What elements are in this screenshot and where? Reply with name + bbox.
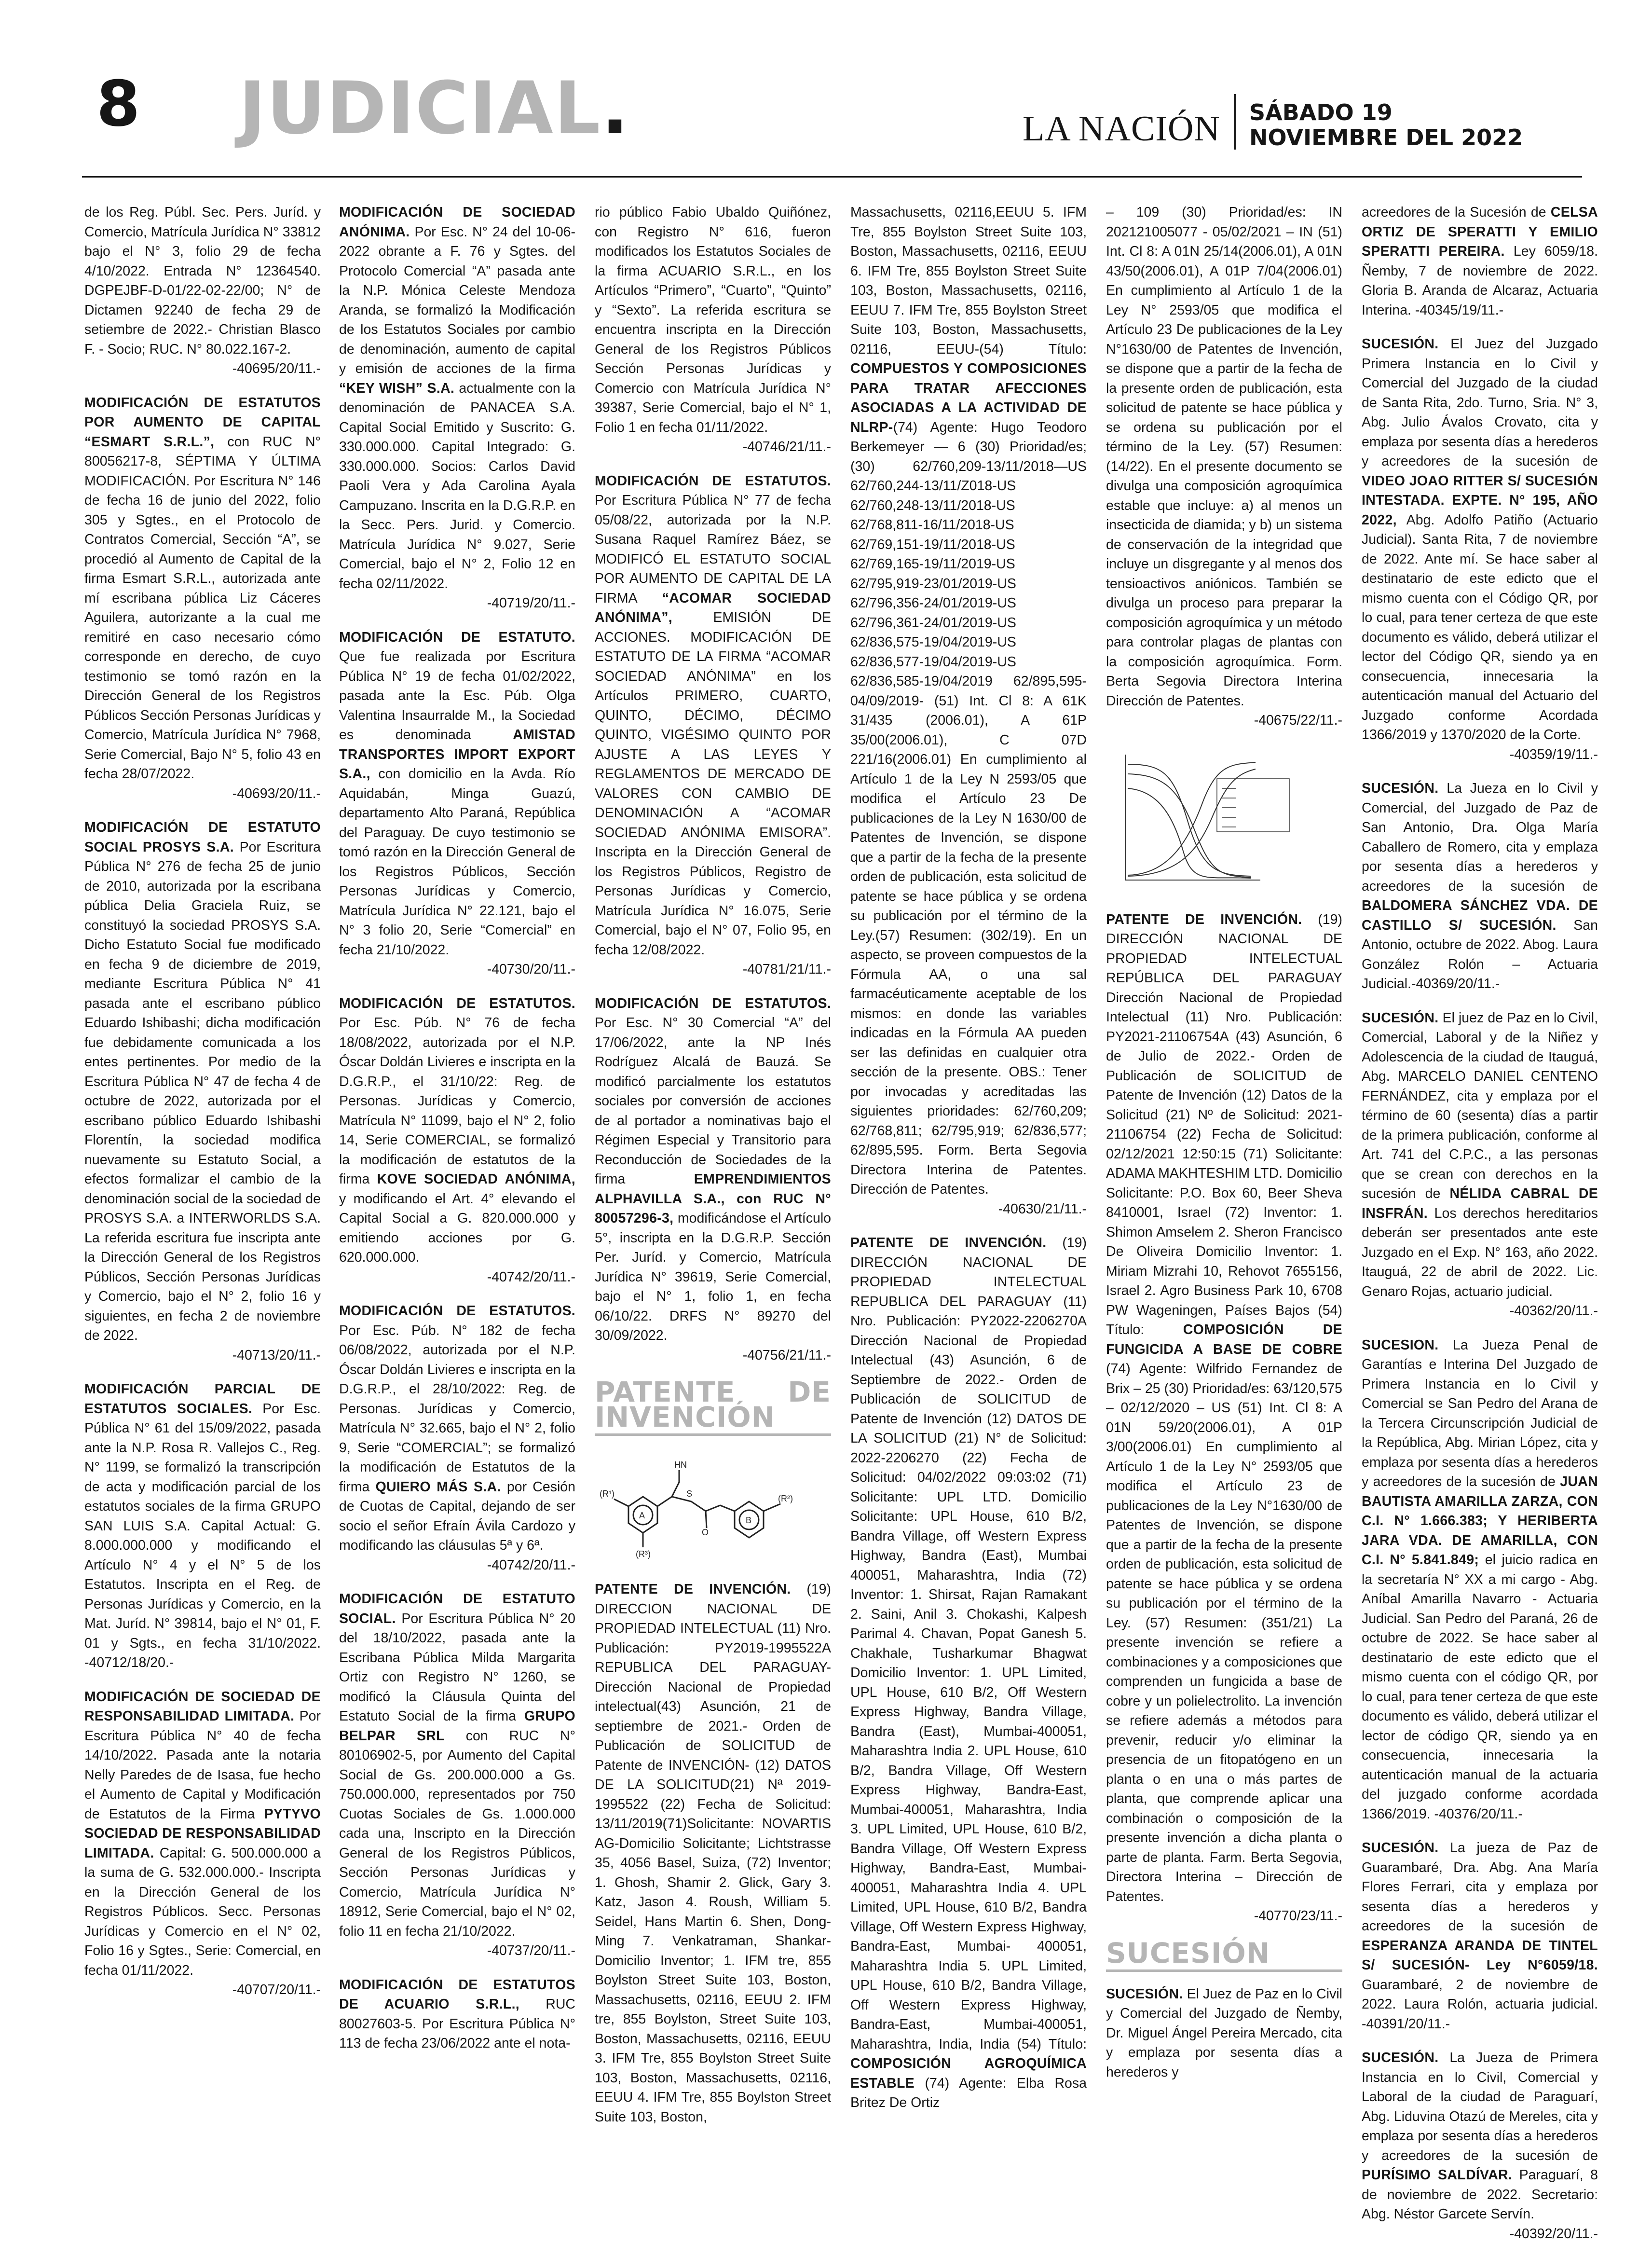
notice-ref: -40392/20/11.- — [1509, 2226, 1598, 2242]
notice-text: acreedores de la Sucesión de — [1362, 205, 1546, 220]
notice — [339, 203, 575, 613]
column-4 — [850, 203, 1087, 2127]
page-number: 8 — [96, 67, 140, 140]
notice-text: y modificando el Art. 4° elevando el Capital Social a G. 820.000.000 y emitiendo acciones por G. 620.000.000. — [339, 1191, 575, 1265]
notice — [1362, 1008, 1598, 1321]
notice-title: MODIFICACIÓN DE ESTATUTO. — [339, 629, 575, 645]
graph-curve — [1128, 764, 1251, 876]
notice-title: MODIFICACIÓN DE ESTATUTOS DE ACUARIO S.R.L., — [339, 1977, 575, 2012]
notice — [1106, 1984, 1342, 2082]
notice-title: SUCESION. — [1362, 1337, 1439, 1353]
bond — [764, 1504, 780, 1511]
notice-title: SUCESIÓN. — [1106, 1986, 1183, 2002]
notice-title: MODIFICACIÓN DE ESTATUTOS. — [339, 1303, 575, 1319]
notice-text: Los derechos hereditarios deberán ser presentados ante este Juzgado en el Exp. N° 163, año 2022. Itauguá, 22 de abril de 2022. Lic. Genaro Rojas, actuario judicial. — [1362, 1205, 1598, 1299]
notice-title: MODIFICACIÓN DE ESTATUTOS. — [339, 995, 575, 1011]
notice — [595, 994, 831, 1365]
label-hn: HN — [674, 1460, 687, 1470]
notice — [850, 203, 1087, 1219]
notice-text: con RUC N° 80106902-5, por Aumento del Capital Social de Gs. 200.000.000 a Gs. 750.000.000, representados por 750 Cuotas Sociales de Gs. 1.000.000 cada una, Inscripto en la Dirección General de los Registros Públicos, Sección Personas Jurídicas y Comercio, Matrícula Jurídica N° 18912, Serie Comercial, bajo el N° 02, folio 11 en fecha 21/10/2022. — [339, 1728, 576, 1939]
notice-ref: -40675/22/11.- — [1254, 713, 1342, 728]
notice — [339, 1975, 575, 2053]
band-bar — [595, 1433, 831, 1436]
notice — [1106, 910, 1342, 1926]
notice-text: rio público Fabio Ubaldo Quiñónez, con Registro N° 616, fueron modificados los Estatutos Sociales de la firma ACUARIO S.R.L., en los Artículos “Primero”, “Cuarto”, “Quinto” y “Sexto”. La referida escritura se encuentra inscripta en la Dirección General de los Registros Públicos Sección Personas Jurídicas y Comercio con Matrícula Jurídica N° 39387, Serie Comercial, bajo el N° 1, Folio 1 en fecha 01/11/2022. — [595, 205, 831, 435]
label-a: A — [639, 1511, 645, 1520]
band-title: PATENTE DE INVENCIÓN — [595, 1376, 831, 1433]
notice-title: MODIFICACIÓN DE SOCIEDAD ANÓNIMA. — [339, 205, 575, 240]
notice-text: Por Esc. Púb. N° 182 de fecha 06/08/2022, autorizada por el N.P. Óscar Doldán Livieres e inscripta en la D.G.R.P., el 28/10/2022: Reg. de Personas. Jurídicas y Comercio, Matrícula N° 32.665, bajo el N° 2, folio 9, Serie “COMERCIAL”; se formalizó la modificación de Estatutos de la firma — [339, 1322, 575, 1495]
notice-title: SUCESIÓN. — [1362, 781, 1439, 796]
section-band-patente — [595, 1376, 831, 1436]
graph-curve — [1128, 762, 1256, 875]
notice-title: SUCESIÓN. — [1362, 1840, 1439, 1856]
issue-date-month: NOVIEMBRE DEL 2022 — [1249, 124, 1523, 151]
notice-text: el juicio radica en la secretaría N° XX a mi cargo - Abg. Aníbal Amarilla Navarro - Actuaria Judicial. San Pedro del Paraná, 26 de octubre de 2022. Se hace saber al destinatario de este edicto que el mismo cuenta con el código QR, por lo cual, para tener certeza de que este documento es válido, deberá utilizar el lector de código QR, siendo ya en consecuencia, innecesaria la autenticación manual de la actuaria del juzgado conforme acordada 1366/2019. -40376/20/11.- — [1362, 1552, 1598, 1822]
notice-text: (74) Agente: Hugo Teodoro Berkemeyer — 6 (30) Prioridad/es;(30) 62/760,209-13/11/2018—US 62/760,244-13/11/Z018-US 62/760,248-13/11/2018-US 62/768,811-16/11/2018-US 62/769,151-19/11/2018-US 62/769,165-19/11/2019-US 62/795,919-23/01/2019-US 62/796,356-24/01/2019-US 62/796,361-24/01/2019-US 62/836,575-19/04/2019-US 62/836,577-19/04/2019-US 62/836,585-19/04/2019 62/895,595-04/09/2019- (51) Int. Cl 8: A 61K 31/435 (2006.01), A 61P 35/00(2006.01), C 07D 221/16(2006.01) En cumplimiento al Artículo 1 de la Ley N 2593/05 que modifica el Artículo 23 De publicaciones de la Ley N 1630/00 de Patentes de Invención, se dispone que a partir de la fecha de la presente orden de publicación, esta solicitud de patente se hace pública y se ordena su publicación por el término de la Ley.(57) Resumen: (302/19). En un aspecto, se proveen compuestos de la Fórmula AA, o una sal farmacéuticamente aceptable de los mismos: en donde las variables indicadas en la Fórmula AA pueden ser las definidas en cualquier otra sección de la presente. OBS.: Tener por invocadas y acreditadas las siguientes prioridades: 62/760,209; 62/768,811; 62/795,919; 62/836,577; 62/895,595. Form. Berta Segovia Directora Interina de Patentes. Dirección de Patentes. — [850, 419, 1087, 1197]
notice-bold: COMPUESTOS Y COMPOSICIONES PARA TRATAR AFECCIONES ASOCIADAS A LA ACTIVIDAD DE NLRP- — [850, 361, 1087, 435]
notice-text: Por Escritura Pública N° 20 del 18/10/2022, pasada ante la Escribana Pública Milda Margarita Ortiz con Registro N° 1260, se modificó la Cláusula Quinta del Estatuto Social de la firma — [339, 1611, 575, 1724]
notice — [339, 1301, 575, 1575]
notice-ref: -40719/20/11.- — [487, 595, 575, 611]
notice-ref: -40742/20/11.- — [487, 1557, 575, 1573]
notice-text: El juez de Paz en lo Civil, Comercial, Laboral y de la Niñez y Adolescencia de la ciudad de Itauguá, Abg. MARCELO DANIEL CENTENO FERNÁNDEZ, cita y emplaza por el término de 60 (sesenta) días a partir de la primera publicación, conforme al Art. 741 del C.P.C., a las personas que se crean con derechos en la sucesión de — [1362, 1010, 1598, 1201]
notice-title: MODIFICACIÓN DE ESTATUTO SOCIAL. — [339, 1591, 575, 1626]
notice-ref: -40630/21/11.- — [998, 1201, 1087, 1217]
notice-text: (74) Agente: Elba Rosa Britez De Ortiz — [850, 2075, 1087, 2110]
notice-bold: BALDOMERA SÁNCHEZ VDA. DE CASTILLO S/ SUCESIÓN. — [1362, 898, 1598, 933]
notice-title: MODIFICACIÓN DE SOCIEDAD DE RESPONSABILIDAD LIMITADA. — [84, 1689, 321, 1724]
column-5 — [1106, 203, 1342, 2096]
notice-bold: GRUPO BELPAR SRL — [339, 1708, 576, 1744]
page-header — [0, 0, 1652, 193]
bond — [614, 1499, 628, 1506]
notice-title: MODIFICACIÓN DE ESTATUTOS. — [595, 473, 831, 489]
notice-text: con domicilio en la Avda. Río Aquidabán, Minga Guazú, departamento Alto Paraná, República del Paraguay. De cuyo testimonio se tomó razón en la Dirección General de los Registros Públicos, Sección Personas Jurídicas y Comercio, Matrícula Jurídica N° 22.121, bajo el N° 3 folio 20, Serie “Comercial” en fecha 21/10/2022. — [339, 766, 576, 958]
label-o: O — [702, 1528, 709, 1537]
notice-bold: AMISTAD TRANSPORTES IMPORT EXPORT S.A., — [339, 727, 575, 782]
notice — [1362, 334, 1598, 764]
notice-title: MODIFICACIÓN PARCIAL DE ESTATUTOS SOCIALES. — [84, 1381, 321, 1417]
patent-graph-figure — [1106, 745, 1309, 899]
label-b: B — [746, 1515, 752, 1525]
notice-bold: NÉLIDA CABRAL DE INSFRÁN. — [1362, 1186, 1598, 1221]
column-3 — [595, 203, 831, 2141]
notice-title: SUCESIÓN. — [1362, 2050, 1439, 2065]
notice-ref: -40737/20/11.- — [487, 1943, 575, 1958]
section-band-sucesion — [1106, 1936, 1342, 1972]
label-r2: (R²) — [778, 1494, 793, 1503]
notice-text: RUC 80027603-5. Por Escritura Pública N° 113 de fecha 23/06/2022 ante el nota- — [339, 1996, 575, 2051]
issue-date-day: SÁBADO 19 — [1249, 99, 1393, 125]
notice-text: Ley 6059/18. Ñemby, 7 de noviembre de 2022. Gloria B. Aranda de Alcaraz, Actuaria Interina. -40345/19/11.- — [1362, 244, 1598, 318]
notice-ref: -40362/20/11.- — [1509, 1303, 1598, 1319]
notice — [595, 203, 831, 457]
notice-text: con RUC N° 80056217-8, SÉPTIMA Y ÚLTIMA MODIFICACIÓN. Por Escritura N° 146 de fecha 16 de junio del 2022, folio 305 y Sgtes., en el Protocolo de Contratos Comercial, Sección “A”, se procedió al Aumento de Capital de la firma Esmart S.R.L., autorizada ante mí escribana pública Liz Cáceres Aguilera, autorizante a la cual me remitiré en caso necesario cómo corresponde en derecho, de cuyo testimonio se tomó razón en la Dirección General de los Registros Públicos Sección Personas Jurídicas y Comercio, Matrícula Jurídica N° 7968, Serie Comercial, Bajo N° 5, folio 43 en fecha 28/07/2022. — [84, 434, 321, 782]
notice-title: SUCESIÓN. — [1362, 1010, 1439, 1026]
notice — [84, 203, 321, 379]
section-title-dot: . — [601, 67, 630, 151]
notice-text: (19) DIRECCIÓN NACIONAL DE PROPIEDAD INTELECTUAL REPUBLICA DEL PARAGUAY (11) Nro. Publicación: PY2022-2206270A Dirección Nacional de Propiedad Intelectual (43) Asunción, 6 de Septiembre de 2022.- Orden de Publicación de SOLICITUD de Patente de Invención (12) DATOS DE LA SOLICITUD (21) N° de Solicitud: 2022-2206270 (22) Fecha de Solicitud: 04/02/2022 09:03:02 (71) Solicitante: UPL LTD. Domicilio Solicitante: UPL House, 610 B/2, Bandra Village, off Western Express Highway, Bandra (East), Mumbai 400051, Maharashtra, India (72) Inventor: 1. Shirsat, Rajan Ramakant 2. Saini, Anil 3. Chokashi, Kalpesh Parimal 4. Chavan, Popat Ganesh 5. Chakhale, Tusharkumar Bhagwat Domicilio Inventor: 1. UPL Limited, UPL House, 610 B/2, Off Western Express Highway, Bandra Village, Bandra (East), Mumbai-400051, Maharashtra India 2. UPL House, 610 B/2, Bandra Village, Off Western Express Highway, Bandra-East, Mumbai-400051, Maharashtra, India 3. UPL Limited, UPL House, 610 B/2, Bandra Village, Off Western Express Highway, Bandra-East, Mumbai- 400051, Maharashtra India 4. UPL Limited, UPL House, 610 B/2, Bandra Village, Off Western Express Highway, Bandra-East, Mumbai- 400051, Maharashtra India 5. UPL Limited, UPL House, 610 B/2, Bandra Village, Off Western Express Highway, Bandra-East, Mumbai-400051, Maharashtra, India, India (54) Título: — [850, 1235, 1087, 2052]
notice-text: La Jueza Penal de Garantías e Interina Del Juzgado de Primera Instancia en lo Civil y Comercial se San Pedro del Arana de la Tercera Circunscripción Judicial de la República, Abg. Mirian López, cita y emplaza por sesenta días a herederos y acreedores de la sucesión de — [1362, 1337, 1598, 1489]
notice-text: (19) DIRECCION NACIONAL DE PROPIEDAD INTELECTUAL (11) Nro. Publicación: PY2019-1995522A REPUBLICA DEL PARAGUAY-Dirección Nacional de Propiedad intelectual(43) Asunción, 21 de septiembre de 2021.- Orden de Publicación de SOLICITUD de Patente de INVENCIÓN- (12) DATOS DE LA SOLICITUD(21) Nª 2019-1995522 (22) Fecha de Solicitud: 13/11/2019(71)Solicitante: NOVARTIS AG-Domicilio Solicitante; Lichtstrasse 35, 4056 Basel, Suiza, (72) Inventor; 1. Ghosh, Shamir 2. Glick, Gary 3. Katz, Jason 4. Roush, William 5. Seidel, Hans Martin 6. Shen, Dong-Ming 7. Venkatraman, Shankar- Domicilio Inventor; 1. IFM tre, 855 Boylston Street Suite 103, Boston, Massachusetts, 02116, EEUU 2. IFM tre, 855 Boylston, Street Suite 103, Boston, Massachusetts, 02116, EEUU 3. IFM Tre, 855 Boylston Street Suite 103, Boston, Massachusetts, 02116, EEUU 4. IFM Tre, 855 Boylston Street Suite 103, Boston, — [595, 1582, 831, 2125]
newspaper-brand: LA NACIÓN — [1023, 109, 1220, 149]
notice-text: Que fue realizada por Escritura Pública N° 19 de fecha 01/02/2022, pasada ante la Esc. Púb. Olga Valentina Insaurralde M., la Sociedad es denominada — [339, 649, 575, 743]
notice-text: Guarambaré, 2 de noviembre de 2022. Laura Rolón, actuaria judicial. -40391/20/11.- — [1362, 1977, 1598, 2032]
notice-text: Por Esc. Pública N° 61 del 15/09/2022, pasada ante la N.P. Rosa R. Vallejos C., Reg. N° 1199, se formalizó la transcripción de acta y modificación parcial de los estatutos sociales de la firma GRUPO SAN LUIS S.A. Capital Actual: G. 8.000.000.000 y modificando el Artículo N° 4 y el N° 5 de los Estatutos. Inscripta en el Reg. de Personas Jurídicas y Comercio, en la Mat. Juríd. N° 39814, bajo el N° 01, F. 01 y Sgts., en fecha 31/10/2022. -40712/18/20.- — [84, 1401, 321, 1670]
notice — [1362, 203, 1598, 320]
notice-ref: -40359/19/11.- — [1509, 746, 1598, 762]
notice — [339, 1589, 575, 1961]
bond — [706, 1511, 707, 1528]
band-bar — [1106, 1969, 1342, 1972]
notice-bold: COMPOSICIÓN DE FUNGICIDA A BASE DE COBRE — [1106, 1322, 1342, 1357]
notice — [1362, 1336, 1598, 1824]
bond — [672, 1497, 735, 1511]
notice-text: La Jueza de Primera Instancia en lo Civil, Comercial y Laboral de la ciudad de Paraguarí, Abg. Liduvina Otazú de Mereles, cita y emplaza por sesenta días a herederos y acreedores de la sucesión de — [1362, 2050, 1598, 2163]
notice — [339, 994, 575, 1287]
notice-title: PATENTE DE INVENCIÓN. — [595, 1582, 791, 1597]
notice-bold: ESPERANZA ARANDA DE TINTEL S/ SUCESIÓN- Ley N°6059/18. — [1362, 1938, 1598, 1973]
notice-text: de los Reg. Públ. Sec. Pers. Juríd. y Comercio, Matrícula Jurídica N° 33812 bajo el N° 3, folio 29 de fecha 4/10/2022. Entrada N° 12364540. DGPEJBF-D-01/22-02-22/00; N° de Dictamen 92240 de fecha 29 de setiembre de 2022.- Christian Blasco F. - Socio; RUC. N° 80.022.167-2. — [84, 205, 321, 357]
chemical-structure-figure — [595, 1448, 807, 1569]
label-r1: (R¹) — [600, 1489, 614, 1499]
notice — [84, 1379, 321, 1673]
notice-text: – 109 (30) Prioridad/es: IN 202121005077 - 05/02/2021 – IN (51) Int. Cl 8: A 01N 25/14(2006.01), A 01N 43/50(2006.01), A 01P 7/04(2006.01) En cumplimiento al Artículo 1 de la Ley N° 2593/05 que modifica el Artículo 23 De publicaciones de la Ley N°1630/00 de Patentes de Invención, se dispone que a partir de la fecha de la presente orden de publicación, esta solicitud de patente se hace pública y se ordena su publicación por el término de la Ley. (57) Resumen: (14/22). En el presente documento se divulga una composición agroquímica estable que incluye: a) al menos un insecticida de diamida; y b) un sistema de conservación de la integridad que incluye un disgregante y al menos dos tensioactivos aniónicos. También se divulga un proceso para preparar la composición agroquímica y un método para controlar plagas de plantas con la composición agroquímica. Form. Berta Segovia Directora Interina Dirección de Patentes. — [1106, 205, 1342, 709]
notice-bold: PURÍSIMO SALDÍVAR. — [1362, 2167, 1513, 2183]
notice-ref: -40707/20/11.- — [232, 1982, 321, 1997]
notice-bold: QUIERO MÁS S.A. — [375, 1479, 501, 1495]
notice-ref: -40781/21/11.- — [742, 962, 831, 977]
notice — [1362, 1838, 1598, 2034]
notice — [339, 628, 575, 979]
band-title: SUCESIÓN — [1106, 1936, 1270, 1969]
notice-bold: KOVE SOCIEDAD ANÓNIMA, — [377, 1171, 575, 1187]
notice-text: por Cesión de Cuotas de Capital, dejando de ser socio el señor Efraín Ávila Cardozo y modificando las cláusulas 5ª y 6ª. — [339, 1479, 576, 1553]
notice — [84, 1687, 321, 2000]
label-s: S — [686, 1489, 693, 1499]
notice — [84, 818, 321, 1365]
notice-text: Por Esc. N° 30 Comercial “A” del 17/06/2022, ante la NP Inés Rodríguez Alcalá de Bauzá. Se modificó parcialmente los estatutos sociales por conversión de acciones de al portador a nominativas bajo el Régimen Especial y Transitorio para Reconducción de Sociedades de la firma — [595, 1015, 831, 1187]
notice-text: (19) DIRECCIÓN NACIONAL DE PROPIEDAD INTELECTUAL REPÚBLICA DEL PARAGUAY Dirección Nacional de Propiedad Intelectual (11) Nro. Publicación: PY2021-21106754A (43) Asunción, 6 de Julio de 2022.- Orden de Publicación de SOLICITUD de Patente de Invención (12) Datos de la Solicitud (21) Nº de Solicitud: 2021-21106754 (22) Fecha de Solicitud: 02/12/2021 12:50:15 (71) Solicitante: ADAMA MAKHTESHIM LTD. Domicilio Solicitante: P.O. Box 60, Beer Sheva 8410001, Israel (72) Inventor: 1. Shimon Amselem 2. Sheron Francisco De Oliveira Domicilio Inventor: 1. Miriam Mizrahi 10, Rehovot 7655156, Israel 2. Agro Business Park 10, 6708 PW Wageningen, Países Bajos (54) Título: — [1106, 911, 1342, 1337]
bond — [657, 1470, 679, 1506]
notice-ref: -40756/21/11.- — [742, 1347, 831, 1363]
header-rule — [82, 176, 1582, 178]
label-r3: (R³) — [636, 1549, 651, 1559]
notice-title: PATENTE DE INVENCIÓN. — [850, 1235, 1047, 1251]
notice-text: La Jueza en lo Civil y Comercial, del Juzgado de Paz de San Antonio, Dra. Olga María Caballero de Romero, cita y emplaza por sesenta días a herederos y acreedores de la sucesión de — [1362, 781, 1598, 894]
notice-text: Paraguarí, 8 de noviembre de 2022. Secretario: Abg. Néstor Garcete Servín. — [1362, 2167, 1598, 2222]
notice-bold: EMPRENDIMIENTOS ALPHAVILLA S.A., con RUC N° 80057296-3, — [595, 1171, 831, 1226]
notice-bold: PYTYVO SOCIEDAD DE RESPONSABILIDAD LIMITADA. — [84, 1806, 321, 1861]
column-1 — [84, 203, 321, 2014]
notice-text: Por Escritura Pública N° 276 de fecha 25 de junio de 2010, autorizada por la escribana pública Delia Graciela Ruiz, se constituyó la sociedad PROSYS S.A. Dicho Estatuto Social fue modificado en fecha 9 de diciembre de 2019, mediante Escritura Pública N° 41 pasada ante el escribano público Eduardo Ishibashi; dicha modificación fue debidamente comunicada a los entes pertinentes. Por medio de la Escritura Pública N° 47 de fecha 4 de octubre de 2022, autorizada por el escribano público Eduardo Ishibashi Florentín, la sociedad modifica nuevamente su Estatuto Social, a efectos formalizar el cambio de la denominación social de la sociedad de PROSYS S.A. a INTERWORLDS S.A. La referida escritura fue inscripta ante la Dirección General de los Registros Públicos, Sección Personas Jurídicas y Comercio, bajo el N° 2, folio 16 y siguientes, en fecha 2 de noviembre de 2022. — [84, 839, 321, 1343]
column-2 — [339, 203, 575, 2068]
notice — [84, 393, 321, 804]
notice-text: Abg. Adolfo Patiño (Actuario Judicial). Santa Rita, 7 de noviembre de 2022. Ante mí. Se hace saber al destinatario de este edicto que el mismo cuenta con el Código QR, por lo cual, para tener certeza de que este documento es válido, deberá utilizar el lector del Código QR, siendo ya en consecuencia, innecesaria la autenticación manual del Actuario del Juzgado conforme Acordada 1366/2019 y 1370/2020 de la Corte. — [1362, 512, 1598, 743]
notice-text: (74) Agente: Wilfrido Fernandez de Brix – 25 (30) Prioridad/es: 63/120,575 – 02/12/2020 – US (51) Int. Cl 8: A 01N 59/20(2006.01), A 01P 3/00(2006.01) En cumplimiento al Artículo 1 de la Ley N° 2593/05 que modifica el Artículo 23 de publicaciones de la Ley N°1630/00 de Patentes de Invención, se dispone que a partir de la fecha de la presente orden de publicación, esta solicitud de patente se hace pública y se ordena su publicación por el término de la Ley. (57) Resumen: (351/21) La presente invención se refiere a combinaciones y a composiciones que comprenden un fungicida a base de cobre y un polielectrolito. La invención se refiere además a métodos para prevenir, reducir y/o eliminar la presencia de un fitopatógeno en un planta o en una o más partes de planta, que comprende aplicar una combinación o composición de la presente invención a dicha planta o parte de planta. Farm. Berta Segovia, Directora Interina – Dirección de Patentes. — [1106, 1361, 1342, 1904]
notice-title: PATENTE DE INVENCIÓN. — [1106, 911, 1302, 927]
notice-text: El Juez de Paz en lo Civil y Comercial del Juzgado de Ñemby, Dr. Miguel Ángel Pereira Mercado, cita y emplaza por sesenta días a herederos y — [1106, 1986, 1343, 2080]
notice-bold: “ACOMAR SOCIEDAD ANÓNIMA”, — [595, 590, 831, 625]
notice-bold: “KEY WISH” S.A. — [339, 380, 455, 396]
section-title-text: JUDICIAL — [239, 67, 601, 151]
notice — [1362, 2048, 1598, 2244]
notice-title: MODIFICACIÓN DE ESTATUTO SOCIAL PROSYS S.A. — [84, 820, 321, 855]
notice-ref: -40693/20/11.- — [232, 785, 321, 801]
graph-legend — [1217, 779, 1289, 832]
notice-ref: -40730/20/11.- — [487, 962, 575, 977]
notice-text: Por Escritura Pública N° 40 de fecha 14/10/2022. Pasada ante la notaria Nelly Paredes de de Isasa, fue hecho el Aumento de Capital y Modificación de Estatutos de la Firma — [84, 1708, 321, 1822]
notice-title: SUCESIÓN. — [1362, 336, 1439, 352]
notice-text: actualmente con la denominación de PANACEA S.A. Capital Social Emitido y Suscrito: G. 330.000.000. Capital Integrado: G. 330.000.000. Socios: Carlos David Paoli Vera y Ada Carolina Ayala Campuzano. Inscrita en la D.G.R.P. en la Secc. Pers. Jurid. y Comercio. Matrícula Jurídica N° 9.027, Serie Comercial, bajo el N° 2, Folio 12 en fecha 02/11/2022. — [339, 380, 576, 592]
notice-title: MODIFICACIÓN DE ESTATUTOS. — [595, 995, 831, 1011]
notice-text: Por Escritura Pública N° 77 de fecha 05/08/22, autorizada por la N.P. Susana Raquel Ramírez Báez, se MODIFICÓ EL ESTATUTO SOCIAL POR AUMENTO DE CAPITAL DE LA FIRMA — [595, 493, 831, 606]
notice-bold: COMPOSICIÓN AGROQUÍMICA ESTABLE — [850, 2056, 1087, 2091]
notice-text: Por Esc. N° 24 del 10-06-2022 obrante a F. 76 y Sgtes. del Protocolo Comercial “A” pasada ante la N.P. Mónica Celeste Mendoza Aranda, se formalizó la Modificación de los Estatutos Sociales por cambio de denominación, aumento de capital y emisión de acciones de la firma — [339, 224, 576, 376]
notice-text: La jueza de Paz de Guarambaré, Dra. Abg. Ana María Flores Ferrari, cita y emplaza por sesenta días a herederos y acreedores de la sucesión de — [1362, 1840, 1598, 1934]
notice-ref: -40695/20/11.- — [232, 361, 321, 376]
notice-text: Capital: G. 500.000.000 a la suma de G. 532.000.000.- Inscripta en la Dirección General de los Registros Públicos. Secc. Personas Jurídicas y Comercio en el N° 02, Folio 16 y Sgtes., Serie: Comercial, en fecha 01/11/2022. — [84, 1845, 321, 1978]
notice — [1106, 203, 1342, 730]
notice-text: Massachusetts, 02116,EEUU 5. IFM Tre, 855 Boylston Street Suite 103, Boston, Massachusetts, 02116, EEUU 6. IFM Tre, 855 Boylston Street Suite 103, Boston, Massachusetts, 02116, EEUU 7. IFM Tre, 855 Boylston Street Suite 103, Boston, Massachusetts, 02116, EEUU-(54) Título: — [850, 205, 1087, 357]
notice-bold: CELSA ORTIZ DE SPERATTI Y EMILIO SPERATTI PEREIRA. — [1362, 205, 1598, 259]
notice — [1362, 779, 1598, 994]
notice-ref: -40770/23/11.- — [1254, 1908, 1342, 1924]
column-6 — [1362, 203, 1598, 2258]
notice-text: El Juez del Juzgado Primera Instancia en lo Civil y Comercial del Juzgado de la ciudad de Santa Rita, 2do. Turno, Sria. N° 3, Abg. Julio Ávalos Crovato, cita y emplaza por sesenta días a herederos y acreedores de la sucesión de — [1362, 336, 1598, 469]
notice-text: San Antonio, octubre de 2022. Abog. Laura González Rolón – Actuaria Judicial.-40369/20/11.- — [1362, 917, 1598, 991]
header-divider — [1234, 94, 1236, 150]
notice-ref: -40713/20/11.- — [232, 1347, 321, 1363]
notice — [595, 1580, 831, 2127]
notice-text: EMISIÓN DE ACCIONES. MODIFICACIÓN DE ESTATUTO DE LA FIRMA “ACOMAR SOCIEDAD ANÓNIMA” en los Artículos PRIMERO, CUARTO, QUINTO, DÉCIMO, DÉCIMO QUINTO, VIGÉSIMO QUINTO POR AJUSTE A LAS LEYES Y REGLAMENTOS DE MERCADO DE VALORES CON CAMBIO DE DENOMINACIÓN A “ACOMAR SOCIEDAD ANÓNIMA EMISORA”. Inscripta en la Dirección General de los Registros Públicos, Registro de Personas Jurídicas y Comercio, Matrícula Jurídica N° 16.075, Serie Comercial, bajo el N° 07, Folio 95, en fecha 12/08/2022. — [595, 610, 831, 958]
notice — [595, 471, 831, 979]
notice-ref: -40742/20/11.- — [487, 1269, 575, 1285]
notice — [850, 1233, 1087, 2113]
notice-text: Por Esc. Púb. N° 76 de fecha 18/08/2022, autorizada por el N.P. Óscar Doldán Livieres e inscripta en la D.G.R.P., el 31/10/22: Reg. de Personas. Jurídicas y Comercio, Matrícula N° 11099, bajo el N° 2, folio 14, Serie COMERCIAL, se formalizó la modificación de estatutos de la firma — [339, 1015, 575, 1187]
section-title — [239, 67, 630, 151]
notice-text: modificándose el Artículo 5°, inscripta en la D.G.R.P. Sección Per. Juríd. y Comercio, Matrícula Jurídica N° 39619, Serie Comercial, bajo el N° 1, folio 1, en fecha 06/10/22. DRFS N° 89270 del 30/09/2022. — [595, 1211, 832, 1343]
notice-bold: JUAN BAUTISTA AMARILLA ZARZA, CON C.I. N° 1.666.383; Y HERIBERTA JARA VDA. DE AMARILLA, CON C.I. N° 5.841.849; — [1362, 1474, 1598, 1568]
notice-ref: -40746/21/11.- — [742, 439, 831, 454]
notice-title: MODIFICACIÓN DE ESTATUTOS POR AUMENTO DE CAPITAL “ESMART S.R.L.”, — [84, 395, 321, 450]
notice-bold: VIDEO JOAO RITTER S/ SUCESIÓN INTESTADA. EXPTE. N° 195, AÑO 2022, — [1362, 473, 1598, 528]
